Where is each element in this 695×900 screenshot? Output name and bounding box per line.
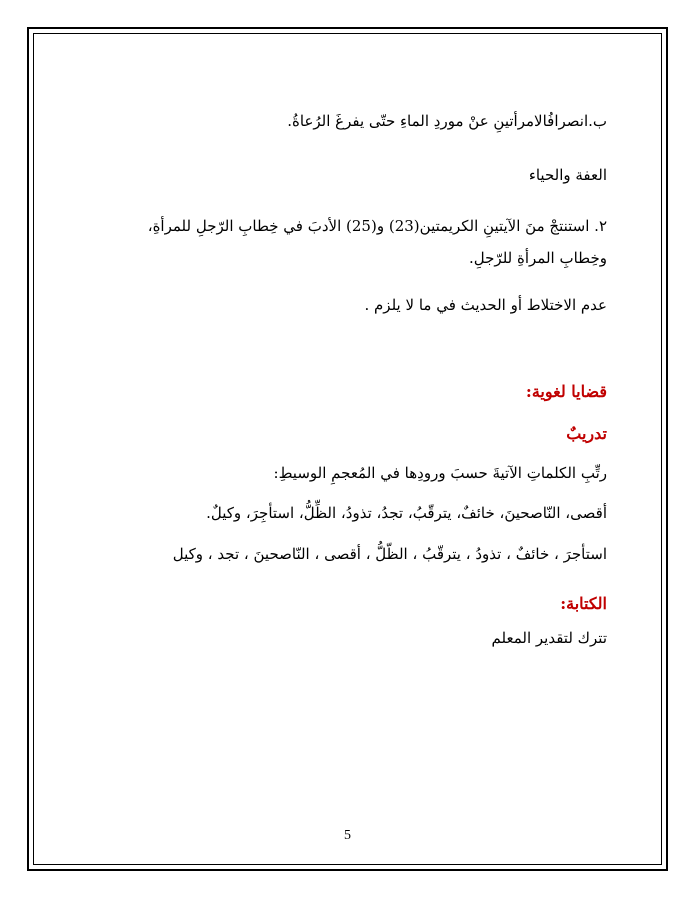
answer-order: استأجرَ ، خائفٌ ، تذودُ ، يترقّبُ ، الظّلُّ ، أقصى ، النّاصحينَ ، تجد ، وكيل xyxy=(172,545,607,563)
answer-2: عدم الاختلاط أو الحديث في ما لا يلزم . xyxy=(364,296,607,314)
page-number: 5 xyxy=(344,828,351,843)
question-2: ٢. استنتجْ منَ الآيتينِ الكريمتين(23) و(25) الأدبَ في خِطابِ الرّجلِ للمرأةِ، وخِطابِ المرأةِ للرّجلِ. xyxy=(147,217,607,267)
item-b-text: ب.انصرافُالامرأتينِ عنْ موردِ الماءِ حتّى يفرغَ الرُعاةُ. xyxy=(287,112,607,130)
words-list: أقصى، النّاصحينَ، خائفٌ، يترقّبُ، تجدُ، تذودُ، الظِّلُّ، استأجِرَ، وكيلٌ. xyxy=(206,504,607,522)
page-border-inner xyxy=(33,33,662,865)
writing-note: تترك لتقدير المعلم xyxy=(491,629,607,647)
answer-modesty: العفة والحياء xyxy=(528,166,607,184)
heading-exercise: تدريبٌ xyxy=(566,424,607,443)
heading-writing: الكتابة: xyxy=(560,594,607,613)
heading-linguistic-issues: قضايا لغوية: xyxy=(525,382,607,401)
instruction-order: رتِّبِ الكلماتِ الآتيةَ حسبَ ورودِها في المُعجمِ الوسيطِ: xyxy=(273,464,607,482)
